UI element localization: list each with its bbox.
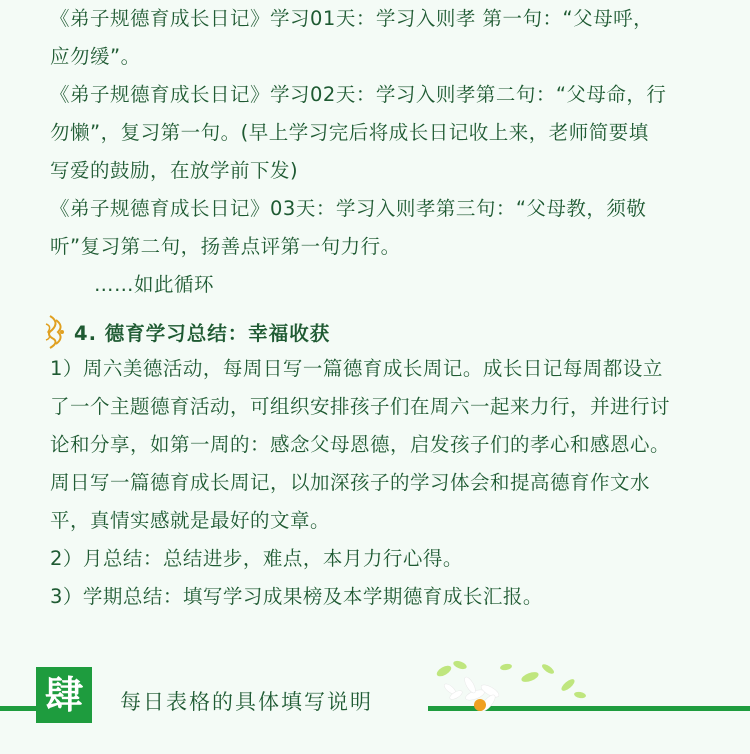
text-line: 勿懒”，复习第一句。(早上学习完后将成长日记收上来，老师简要填 [50, 121, 649, 144]
text-line: 《弟子规德育成长日记》03天：学习入则孝第三句：“父母教，须敬 [50, 197, 647, 220]
text-line: 《弟子规德育成长日记》学习01天：学习入则孝 第一句：“父母呼， [50, 7, 654, 30]
text-line: 2）月总结：总结进步，难点，本月力行心得。 [50, 547, 463, 570]
text-line: 《弟子规德育成长日记》学习02天：学习入则孝第二句：“父母命，行 [50, 83, 667, 106]
text-line: 1）周六美德活动，每周日写一篇德育成长周记。成长日记每周都设立 [50, 357, 663, 380]
flower-decoration-icon [430, 655, 590, 711]
text-line: 3）学期总结：填写学习成果榜及本学期德育成长汇报。 [50, 585, 543, 608]
chapter-badge: 肆 [36, 667, 92, 723]
summary-paragraph [50, 350, 720, 616]
section-heading [42, 312, 330, 352]
section-title: 4. 德育学习总结：幸福收获 [74, 322, 331, 345]
text-line: 论和分享，如第一周的：感念父母恩德，启发孩子们的孝心和感恩心。 [50, 433, 671, 456]
footer-title: 每日表格的具体填写说明 [120, 690, 373, 714]
text-line: 听”复习第二句，扬善点评第一句力行。 [50, 235, 401, 258]
text-line: 周日写一篇德育成长周记，以加深孩子的学习体会和提高德育作文水 [50, 471, 651, 494]
text-line: 了一个主题德育活动，可组织安排孩子们在周六一起来力行，并进行讨 [50, 395, 671, 418]
text-line: 平，真情实感就是最好的文章。 [50, 509, 331, 532]
text-line: 应勿缓”。 [50, 45, 141, 68]
text-line-cycle: ……如此循环 [94, 273, 215, 296]
text-line: 写爱的鼓励，在放学前下发) [50, 159, 299, 182]
intro-paragraph [50, 0, 710, 304]
scroll-ornament-icon [42, 312, 72, 352]
